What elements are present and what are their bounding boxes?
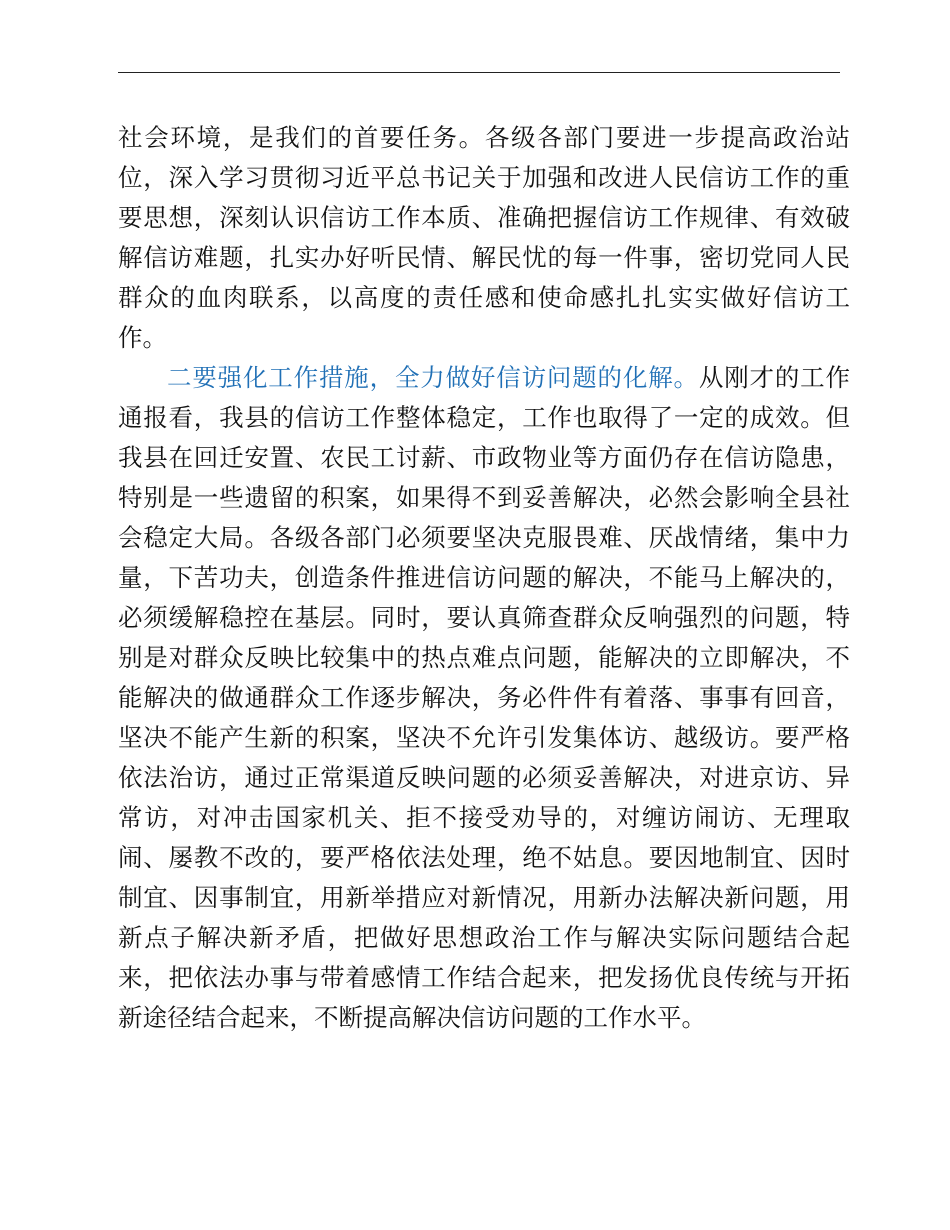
section-body-text: 从刚才的工作通报看，我县的信访工作整体稳定，工作也取得了一定的成效。但我县在回迁安置、农民工讨薪、市政物业等方面仍存在信访隐患，特别是一些遗留的积案，如果得不到妥善解决，必然会影响全县社会稳定大局。各级各部门必须要坚决克服畏难、厌战情绪，集中力量，下苦功夫，创造条件推进信访问题的解决，不能马上解决的，必须缓解稳控在基层。同时，要认真筛查群众反响强烈的问题，特别是对群众反映比较集中的热点难点问题，能解决的立即解决，不能解决的做通群众工作逐步解决，务必件件有着落、事事有回音，坚决不能产生新的积案，坚决不允许引发集体访、越级访。要严格依法治访，通过正常渠道反映问题的必须妥善解决，对进京访、异常访，对冲击国家机关、拒不接受劝导的，对缠访闹访、无理取闹、屡教不改的，要严格依法处理，绝不姑息。要因地制宜、因时制宜、因事制宜，用新举措应对新情况，用新办法解决新问题，用新点子解决新矛盾，把做好思想政治工作与解决实际问题结合起来，把依法办事与带着感情工作结合起来，把发扬优良传统与开拓新途径结合起来，不断提高解决信访问题的工作水平。 [118,363,851,1032]
paragraph-section-two [118,358,850,1038]
header-rule [118,72,840,73]
document-body [118,118,850,1038]
paragraph-continued: 社会环境，是我们的首要任务。各级各部门要进一步提高政治站位，深入学习贯彻习近平总书记关于加强和改进人民信访工作的重要思想，深刻认识信访工作本质、准确把握信访工作规律、有效破解信访难题，扎实办好听民情、解民忧的每一件事，密切党同人民群众的血肉联系，以高度的责任感和使命感扎扎实实做好信访工作。 [118,123,850,352]
section-heading-lead: 二要强化工作措施，全力做好信访问题的化解。 [167,363,699,392]
